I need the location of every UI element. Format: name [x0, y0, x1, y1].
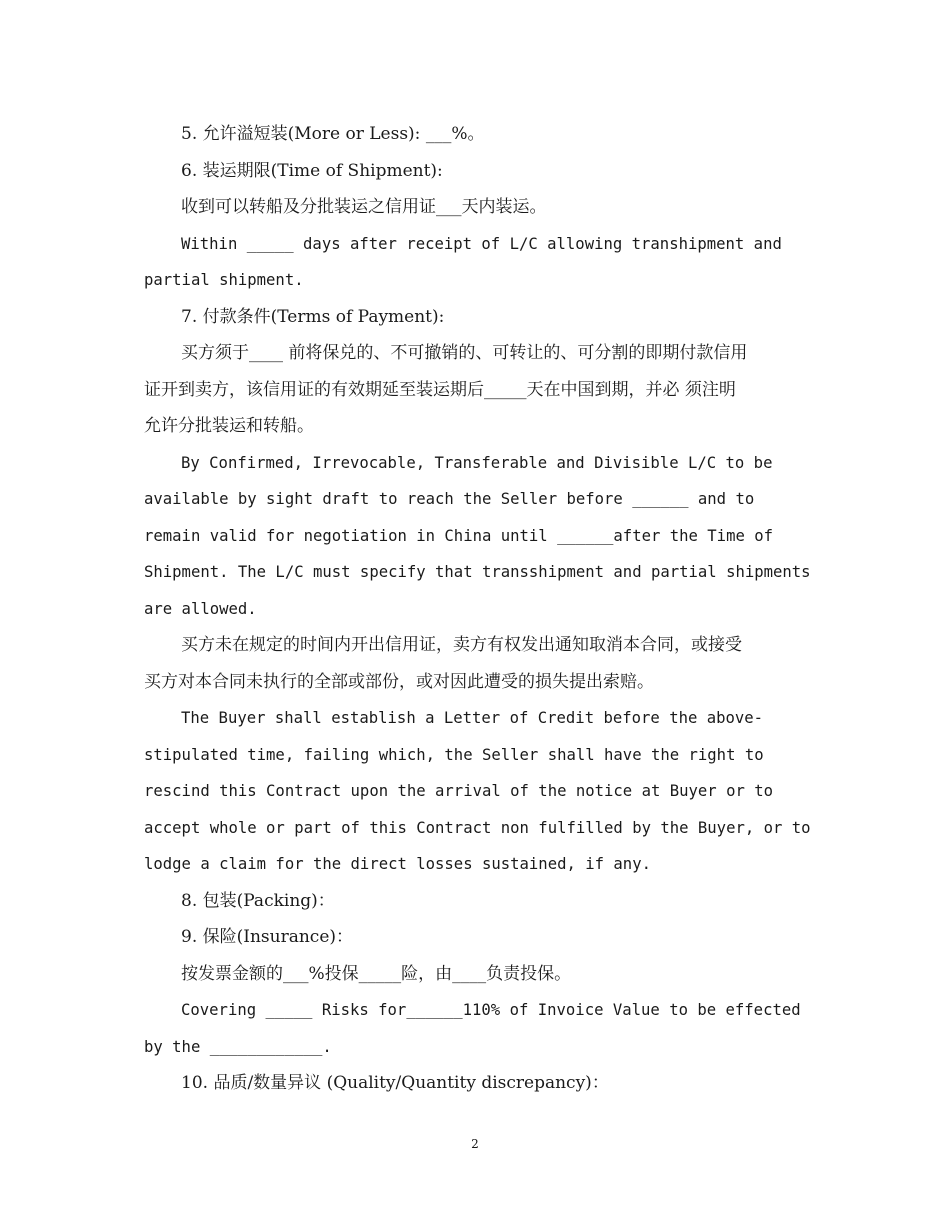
payment-text-cn-cont: 允许分批装运和转船。: [144, 416, 314, 436]
payment-text-cn-cont: 证开到卖方，该信用证的有效期延至装运期后_____天在中国到期，并必 须注明: [144, 379, 736, 400]
shipment-text-cn: 收到可以转船及分批装运之信用证___天内装运。: [181, 197, 547, 217]
lc-failure-text-cn: 买方未在规定的时间内开出信用证，卖方有权发出通知取消本合同，或接受: [181, 635, 742, 655]
clause-9-insurance: 9. 保险(Insurance)：: [181, 927, 354, 947]
clause-7-terms-of-payment: 7. 付款条件(Terms of Payment):: [181, 306, 445, 327]
clause-6-time-of-shipment: 6. 装运期限(Time of Shipment):: [181, 160, 443, 181]
lc-failure-text-en: The Buyer shall establish a Letter of Credit before the above-: [181, 709, 764, 727]
payment-text-en-cont: available by sight draft to reach the Seller before ______ and to: [144, 490, 755, 508]
insurance-text-cn: 按发票金额的___%投保_____险，由____负责投保。: [181, 963, 572, 984]
lc-failure-text-en-cont: rescind this Contract upon the arrival of the notice at Buyer or to: [144, 782, 774, 800]
lc-failure-text-en-cont: stipulated time, failing which, the Seller shall have the right to: [144, 745, 764, 764]
document-body: [144, 116, 811, 1102]
insurance-text-en-cont: by the ____________.: [144, 1037, 332, 1056]
insurance-text-en: Covering _____ Risks for______110% of Invoice Value to be effected: [181, 1001, 801, 1019]
shipment-text-en: Within _____ days after receipt of L/C allowing transhipment and: [181, 234, 782, 253]
lc-failure-text-cn-cont: 买方对本合同未执行的全部或部份，或对因此遭受的损失提出索赔。: [144, 671, 654, 692]
clause-8-packing: 8. 包装(Packing)：: [181, 890, 335, 911]
clause-5-more-or-less: 5. 允许溢短装(More or Less): ___%。: [181, 124, 485, 144]
clause-10-quality-quantity: 10. 品质/数量异议 (Quality/Quantity discrepancy)：: [181, 1073, 609, 1093]
payment-text-cn: 买方须于____ 前将保兑的、不可撤销的、可转让的、可分割的即期付款信用: [181, 343, 748, 363]
lc-failure-text-en-cont: lodge a claim for the direct losses sustained, if any.: [144, 855, 651, 873]
payment-text-en-cont: are allowed.: [144, 599, 257, 618]
payment-text-en-cont: Shipment. The L/C must specify that transshipment and partial shipments: [144, 563, 811, 581]
page-number: 2: [471, 1137, 479, 1151]
lc-failure-text-en-cont: accept whole or part of this Contract non fulfilled by the Buyer, or to: [144, 818, 811, 837]
shipment-text-en-cont: partial shipment.: [144, 271, 304, 289]
payment-text-en: By Confirmed, Irrevocable, Transferable and Divisible L/C to be: [181, 453, 773, 472]
payment-text-en-cont: remain valid for negotiation in China until ______after the Time of: [144, 526, 774, 545]
